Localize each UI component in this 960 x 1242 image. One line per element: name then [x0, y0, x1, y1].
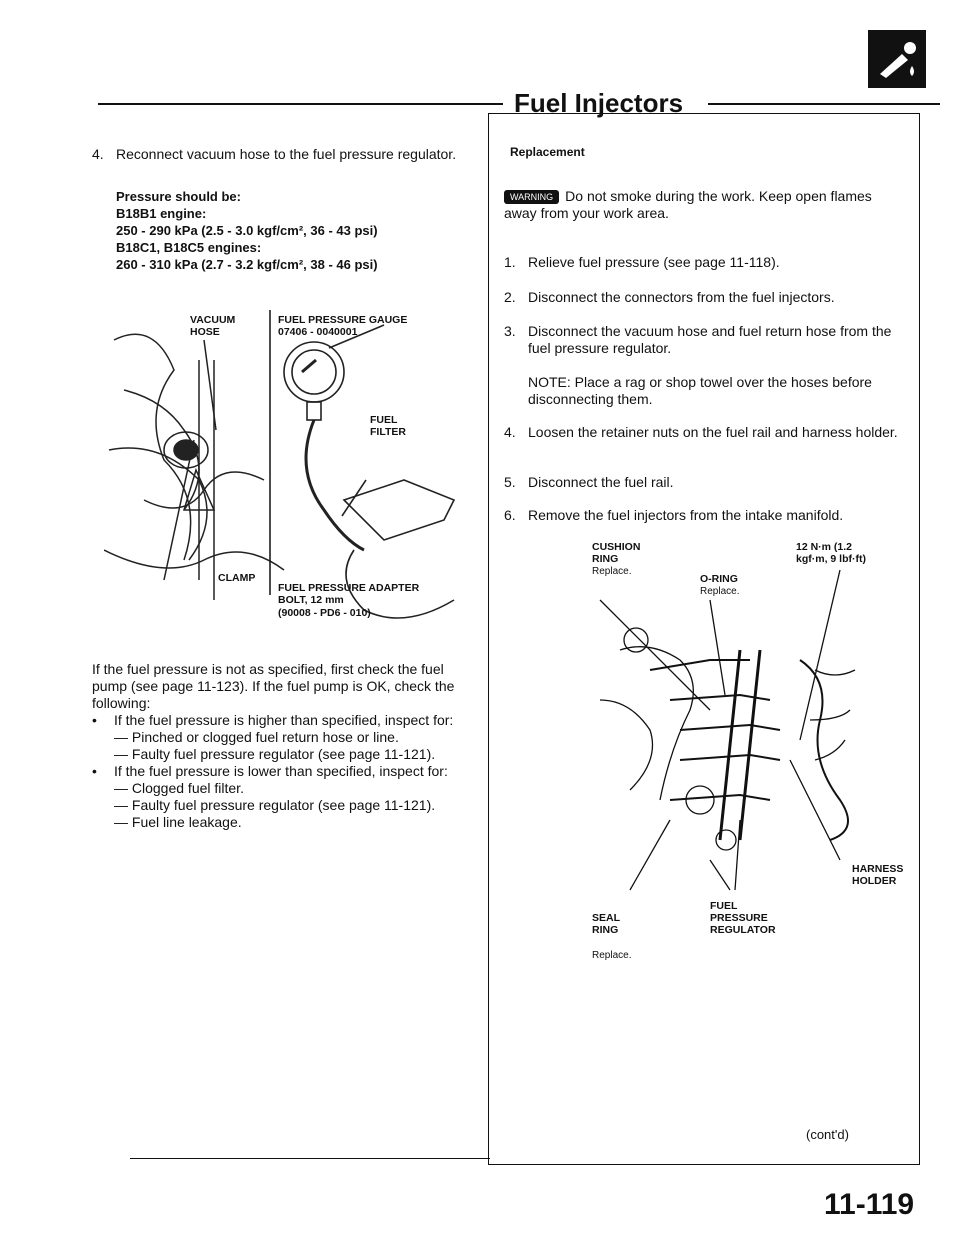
label-cushion-replace: Replace.: [592, 566, 632, 577]
contd-label: (cont'd): [806, 1127, 849, 1142]
step-2: 2. Disconnect the connectors from the fuel injectors.: [504, 289, 835, 305]
injector-assembly-figure: [560, 560, 890, 900]
label-cushion-ring: CUSHION RING: [592, 541, 641, 565]
header-rule-left: [98, 103, 503, 105]
label-fuel-pressure-regulator: FUEL PRESSURE REGULATOR: [710, 900, 776, 936]
label-clamp: CLAMP: [218, 572, 256, 584]
label-gauge-part: 07406 - 0040001: [278, 326, 358, 338]
fuel-pump-icon: [868, 30, 926, 88]
pressure-gauge-figure: [104, 300, 484, 630]
note: NOTE: Place a rag or shop towel over the hoses before disconnecting them.: [528, 374, 872, 407]
label-vacuum-hose: VACUUM HOSE: [190, 314, 236, 338]
label-torque: 12 N·m (1.2 kgf·m, 9 lbf·ft): [796, 541, 866, 565]
step-1: 1. Relieve fuel pressure (see page 11-118).: [504, 254, 780, 270]
label-adapter-part: (90008 - PD6 - 010): [278, 607, 371, 619]
label-fuel-filter: FUEL FILTER: [370, 414, 406, 438]
label-harness-holder: HARNESS HOLDER: [852, 863, 904, 887]
page-title: Fuel Injectors: [514, 88, 684, 118]
bullet-higher: • If the fuel pressure is higher than specified, inspect for: — Pinched or clogged fuel return hose or line. — Faulty fuel pressure regulator (see page 11-121). • If the fuel pressure is lower than specified, inspect for: — Clogged fuel filter. — Faulty fuel pressure regulator (see page 11-121). — Fuel line leakage.: [92, 712, 454, 830]
check-paragraph: If the fuel pressure is not as specified, first check the fuel pump (see page 11-123). If the fuel pump is OK, check the following:: [92, 661, 455, 711]
step-4: 4. Reconnect vacuum hose to the fuel pressure regulator.: [92, 146, 457, 162]
section-replacement: Replacement: [510, 145, 585, 159]
header-rule-right: [708, 103, 940, 105]
label-fuel-pressure-gauge: FUEL PRESSURE GAUGE: [278, 314, 408, 326]
label-o-ring: O-RING: [700, 573, 738, 585]
step-3: 3. Disconnect the vacuum hose and fuel return hose from the fuel pressure regulator.: [504, 323, 892, 356]
label-o-ring-replace: Replace.: [700, 586, 740, 597]
page-number: 11-119: [824, 1188, 915, 1221]
step-6: 6. Remove the fuel injectors from the intake manifold.: [504, 507, 844, 523]
bottom-rule: [130, 1158, 490, 1159]
header-icon-box: [868, 30, 926, 88]
step-5: 5. Disconnect the fuel rail.: [504, 474, 674, 490]
step-4-right: 4. Loosen the retainer nuts on the fuel rail and harness holder.: [504, 424, 898, 440]
warning-badge: WARNING: [504, 190, 559, 204]
warning-block: WARNING Do not smoke during the work. Keep open flames away from your work area.: [504, 188, 872, 221]
label-seal-ring: SEAL RING: [592, 912, 620, 936]
label-adapter-bolt: FUEL PRESSURE ADAPTER BOLT, 12 mm: [278, 582, 420, 606]
label-seal-replace: Replace.: [592, 950, 632, 961]
pressure-spec: Pressure should be: B18B1 engine: 250 - 290 kPa (2.5 - 3.0 kgf/cm², 36 - 43 psi) B18C1, B18C5 engines: 260 - 310 kPa (2.7 - 3.2 kgf/cm², 38 - 46 psi): [116, 189, 378, 272]
